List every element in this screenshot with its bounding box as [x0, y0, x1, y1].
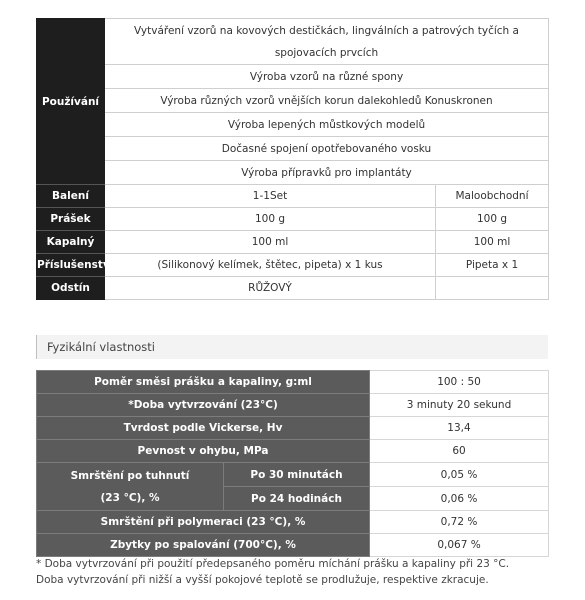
cell: 100 g — [436, 208, 549, 231]
table-row — [37, 65, 549, 89]
property-value: 0,067 % — [370, 534, 549, 557]
usage-item: Výroba různých vzorů vnějších korun dalekohledů Konuskronen — [105, 89, 549, 113]
row-header: Kapalný — [37, 231, 105, 254]
property-value: 100 : 50 — [370, 371, 549, 394]
table-row — [37, 371, 549, 394]
cell: 100 ml — [436, 231, 549, 254]
footnote-line: * Doba vytvrzování při použití předepsaného poměru míchání prášku a kapaliny při 23 °C. — [36, 558, 510, 570]
property-sublabel: Po 30 minutách — [224, 463, 370, 487]
cell: Maloobchodní — [436, 185, 549, 208]
cell: 100 ml — [105, 231, 436, 254]
cell: 1-1Set — [105, 185, 436, 208]
table-row — [37, 534, 549, 557]
cell: 100 g — [105, 208, 436, 231]
property-label: Smrštění při polymeraci (23 °C), % — [37, 511, 370, 534]
usage-item: Výroba lepených můstkových modelů — [105, 113, 549, 137]
usage-item: Vytváření vzorů na kovových destičkách, lingválních a patrových tyčích a spojovacích prvcích — [105, 19, 549, 65]
row-header: Prášek — [37, 208, 105, 231]
table-row — [37, 208, 549, 231]
usage-header: Používání — [37, 19, 105, 185]
section-title: Fyzikální vlastnosti — [47, 340, 156, 354]
table-row — [37, 254, 549, 277]
table-row — [37, 185, 549, 208]
property-sublabel: Po 24 hodinách — [224, 487, 370, 511]
table-row — [37, 440, 549, 463]
table-row — [37, 417, 549, 440]
table-row — [37, 113, 549, 137]
property-value: 60 — [370, 440, 549, 463]
property-value: 0,72 % — [370, 511, 549, 534]
table-row — [37, 394, 549, 417]
cell: (Silikonový kelímek, štětec, pipeta) x 1 kus — [105, 254, 436, 277]
shrinkage-label-line2: (23 °C), % — [100, 491, 160, 504]
usage-item: Výroba vzorů na různé spony — [105, 65, 549, 89]
row-header: Balení — [37, 185, 105, 208]
table-row — [37, 277, 549, 300]
table-row — [37, 137, 549, 161]
table-row — [37, 89, 549, 113]
shade-value: RŮŽOVÝ — [105, 277, 436, 300]
usage-item: Dočasné spojení opotřebovaného vosku — [105, 137, 549, 161]
table-row — [37, 511, 549, 534]
property-value: 3 minuty 20 sekund — [370, 394, 549, 417]
table-row — [37, 161, 549, 185]
property-label: *Doba vytvrzování (23°C) — [37, 394, 370, 417]
physical-properties-table — [36, 370, 549, 557]
shrinkage-label — [37, 463, 224, 511]
cell: Pipeta x 1 — [436, 254, 549, 277]
footnote — [36, 556, 509, 588]
table-row — [37, 19, 549, 65]
usage-item: Výroba přípravků pro implantáty — [105, 161, 549, 185]
row-header: Příslušenství — [37, 254, 105, 277]
property-label: Poměr směsi prášku a kapaliny, g:ml — [37, 371, 370, 394]
property-label: Pevnost v ohybu, MPa — [37, 440, 370, 463]
cell — [436, 277, 549, 300]
table-row — [37, 463, 549, 487]
section-heading — [36, 335, 548, 359]
property-value: 0,06 % — [370, 487, 549, 511]
table-row — [37, 231, 549, 254]
product-usage-table — [36, 18, 549, 300]
property-label: Zbytky po spalování (700°C), % — [37, 534, 370, 557]
property-label: Tvrdost podle Vickerse, Hv — [37, 417, 370, 440]
row-header: Odstín — [37, 277, 105, 300]
property-value: 0,05 % — [370, 463, 549, 487]
footnote-line: Doba vytvrzování při nižší a vyšší pokojové teplotě se prodlužuje, respektive zkracuje. — [36, 574, 489, 586]
property-value: 13,4 — [370, 417, 549, 440]
shrinkage-label-line1: Smrštění po tuhnutí — [70, 469, 190, 482]
